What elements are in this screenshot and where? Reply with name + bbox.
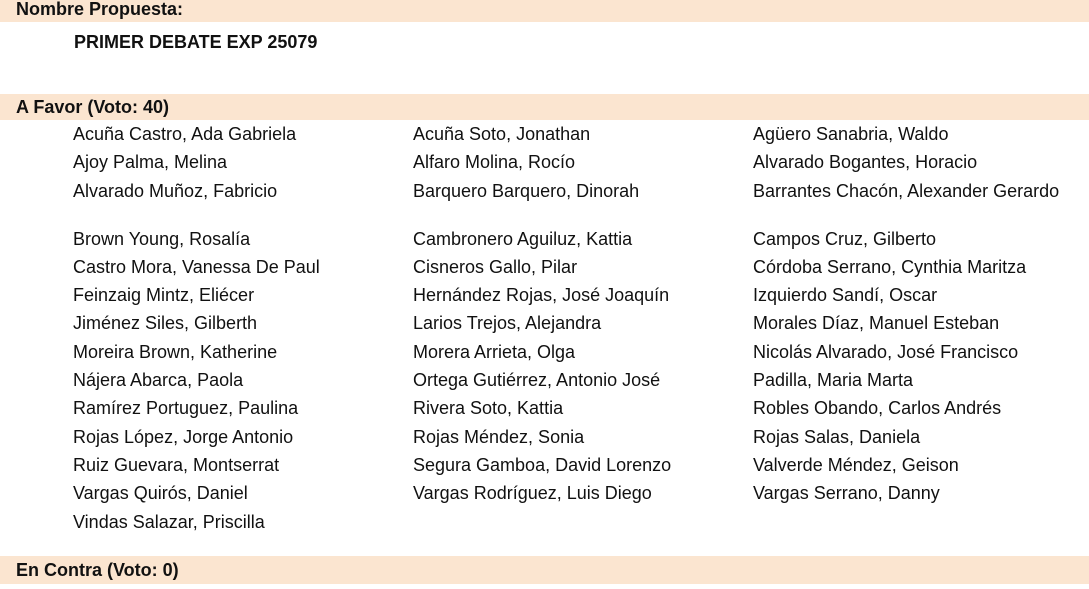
voter-name: Rojas López, Jorge Antonio (73, 426, 294, 447)
voter-name: Vargas Rodríguez, Luis Diego (413, 483, 652, 504)
voter-name: Castro Mora, Vanessa De Paul (73, 256, 320, 277)
voter-name (753, 509, 1089, 537)
voter-name: Campos Cruz, Gilberto (753, 228, 937, 249)
voter-name: Cambronero Aguiluz, Kattia (413, 228, 633, 249)
section-header-nombre-propuesta (0, 0, 1089, 22)
section-header-a-favor (0, 94, 1089, 120)
voter-name: Nicolás Alvarado, José Francisco (753, 341, 1019, 362)
section-header-en-contra (0, 556, 1089, 584)
nombre-propuesta-label: Nombre Propuesta: (16, 0, 184, 19)
voter-name: Larios Trejos, Alejandra (413, 313, 602, 334)
voter-name: Rojas Méndez, Sonia (413, 426, 585, 447)
voter-name: Morales Díaz, Manuel Esteban (753, 313, 1000, 334)
voter-name: Alvarado Muñoz, Fabricio (73, 180, 278, 201)
voter-name: Rivera Soto, Kattia (413, 398, 564, 419)
voter-name: Moreira Brown, Katherine (73, 341, 278, 362)
voter-name: Morera Arrieta, Olga (413, 341, 576, 362)
voter-name (413, 509, 753, 537)
proposal-title: PRIMER DEBATE EXP 25079 (74, 32, 318, 52)
voter-name: Alvarado Bogantes, Horacio (753, 152, 978, 173)
voter-name: Nájera Abarca, Paola (73, 370, 244, 391)
voter-name: Jiménez Siles, Gilberth (73, 313, 258, 334)
voter-name: Rojas Salas, Daniela (753, 426, 921, 447)
a-favor-label: A Favor (Voto: 40) (16, 97, 170, 117)
voter-name: Ajoy Palma, Melina (73, 152, 228, 173)
voter-name: Padilla, Maria Marta (753, 370, 914, 391)
voter-name: Robles Obando, Carlos Andrés (753, 398, 1002, 419)
voter-name: Valverde Méndez, Geison (753, 454, 959, 475)
voter-name: Brown Young, Rosalía (73, 228, 251, 249)
voter-name: Feinzaig Mintz, Eliécer (73, 285, 255, 306)
voter-name: Acuña Soto, Jonathan (413, 124, 591, 144)
a-favor-voter-list (73, 121, 1089, 537)
voter-name: Ortega Gutiérrez, Antonio José (413, 370, 661, 391)
voter-name: Vargas Quirós, Daniel (73, 483, 248, 504)
voter-name: Segura Gamboa, David Lorenzo (413, 454, 672, 475)
voter-name: Acuña Castro, Ada Gabriela (73, 124, 297, 144)
voter-name: Agüero Sanabria, Waldo (753, 124, 949, 144)
voter-name: Ramírez Portuguez, Paulina (73, 398, 299, 419)
voter-name: Ruiz Guevara, Montserrat (73, 454, 280, 475)
voter-name: Barquero Barquero, Dinorah (413, 180, 640, 201)
voter-name: Vindas Salazar, Priscilla (73, 511, 265, 532)
voter-name: Alfaro Molina, Rocío (413, 152, 576, 173)
voter-name: Córdoba Serrano, Cynthia Maritza (753, 256, 1027, 277)
voter-name: Izquierdo Sandí, Oscar (753, 285, 938, 306)
voter-name: Hernández Rojas, José Joaquín (413, 285, 670, 306)
voter-name: Barrantes Chacón, Alexander Gerardo (753, 180, 1060, 201)
voter-name: Vargas Serrano, Danny (753, 483, 940, 504)
voter-name: Cisneros Gallo, Pilar (413, 256, 578, 277)
en-contra-label: En Contra (Voto: 0) (16, 560, 179, 580)
